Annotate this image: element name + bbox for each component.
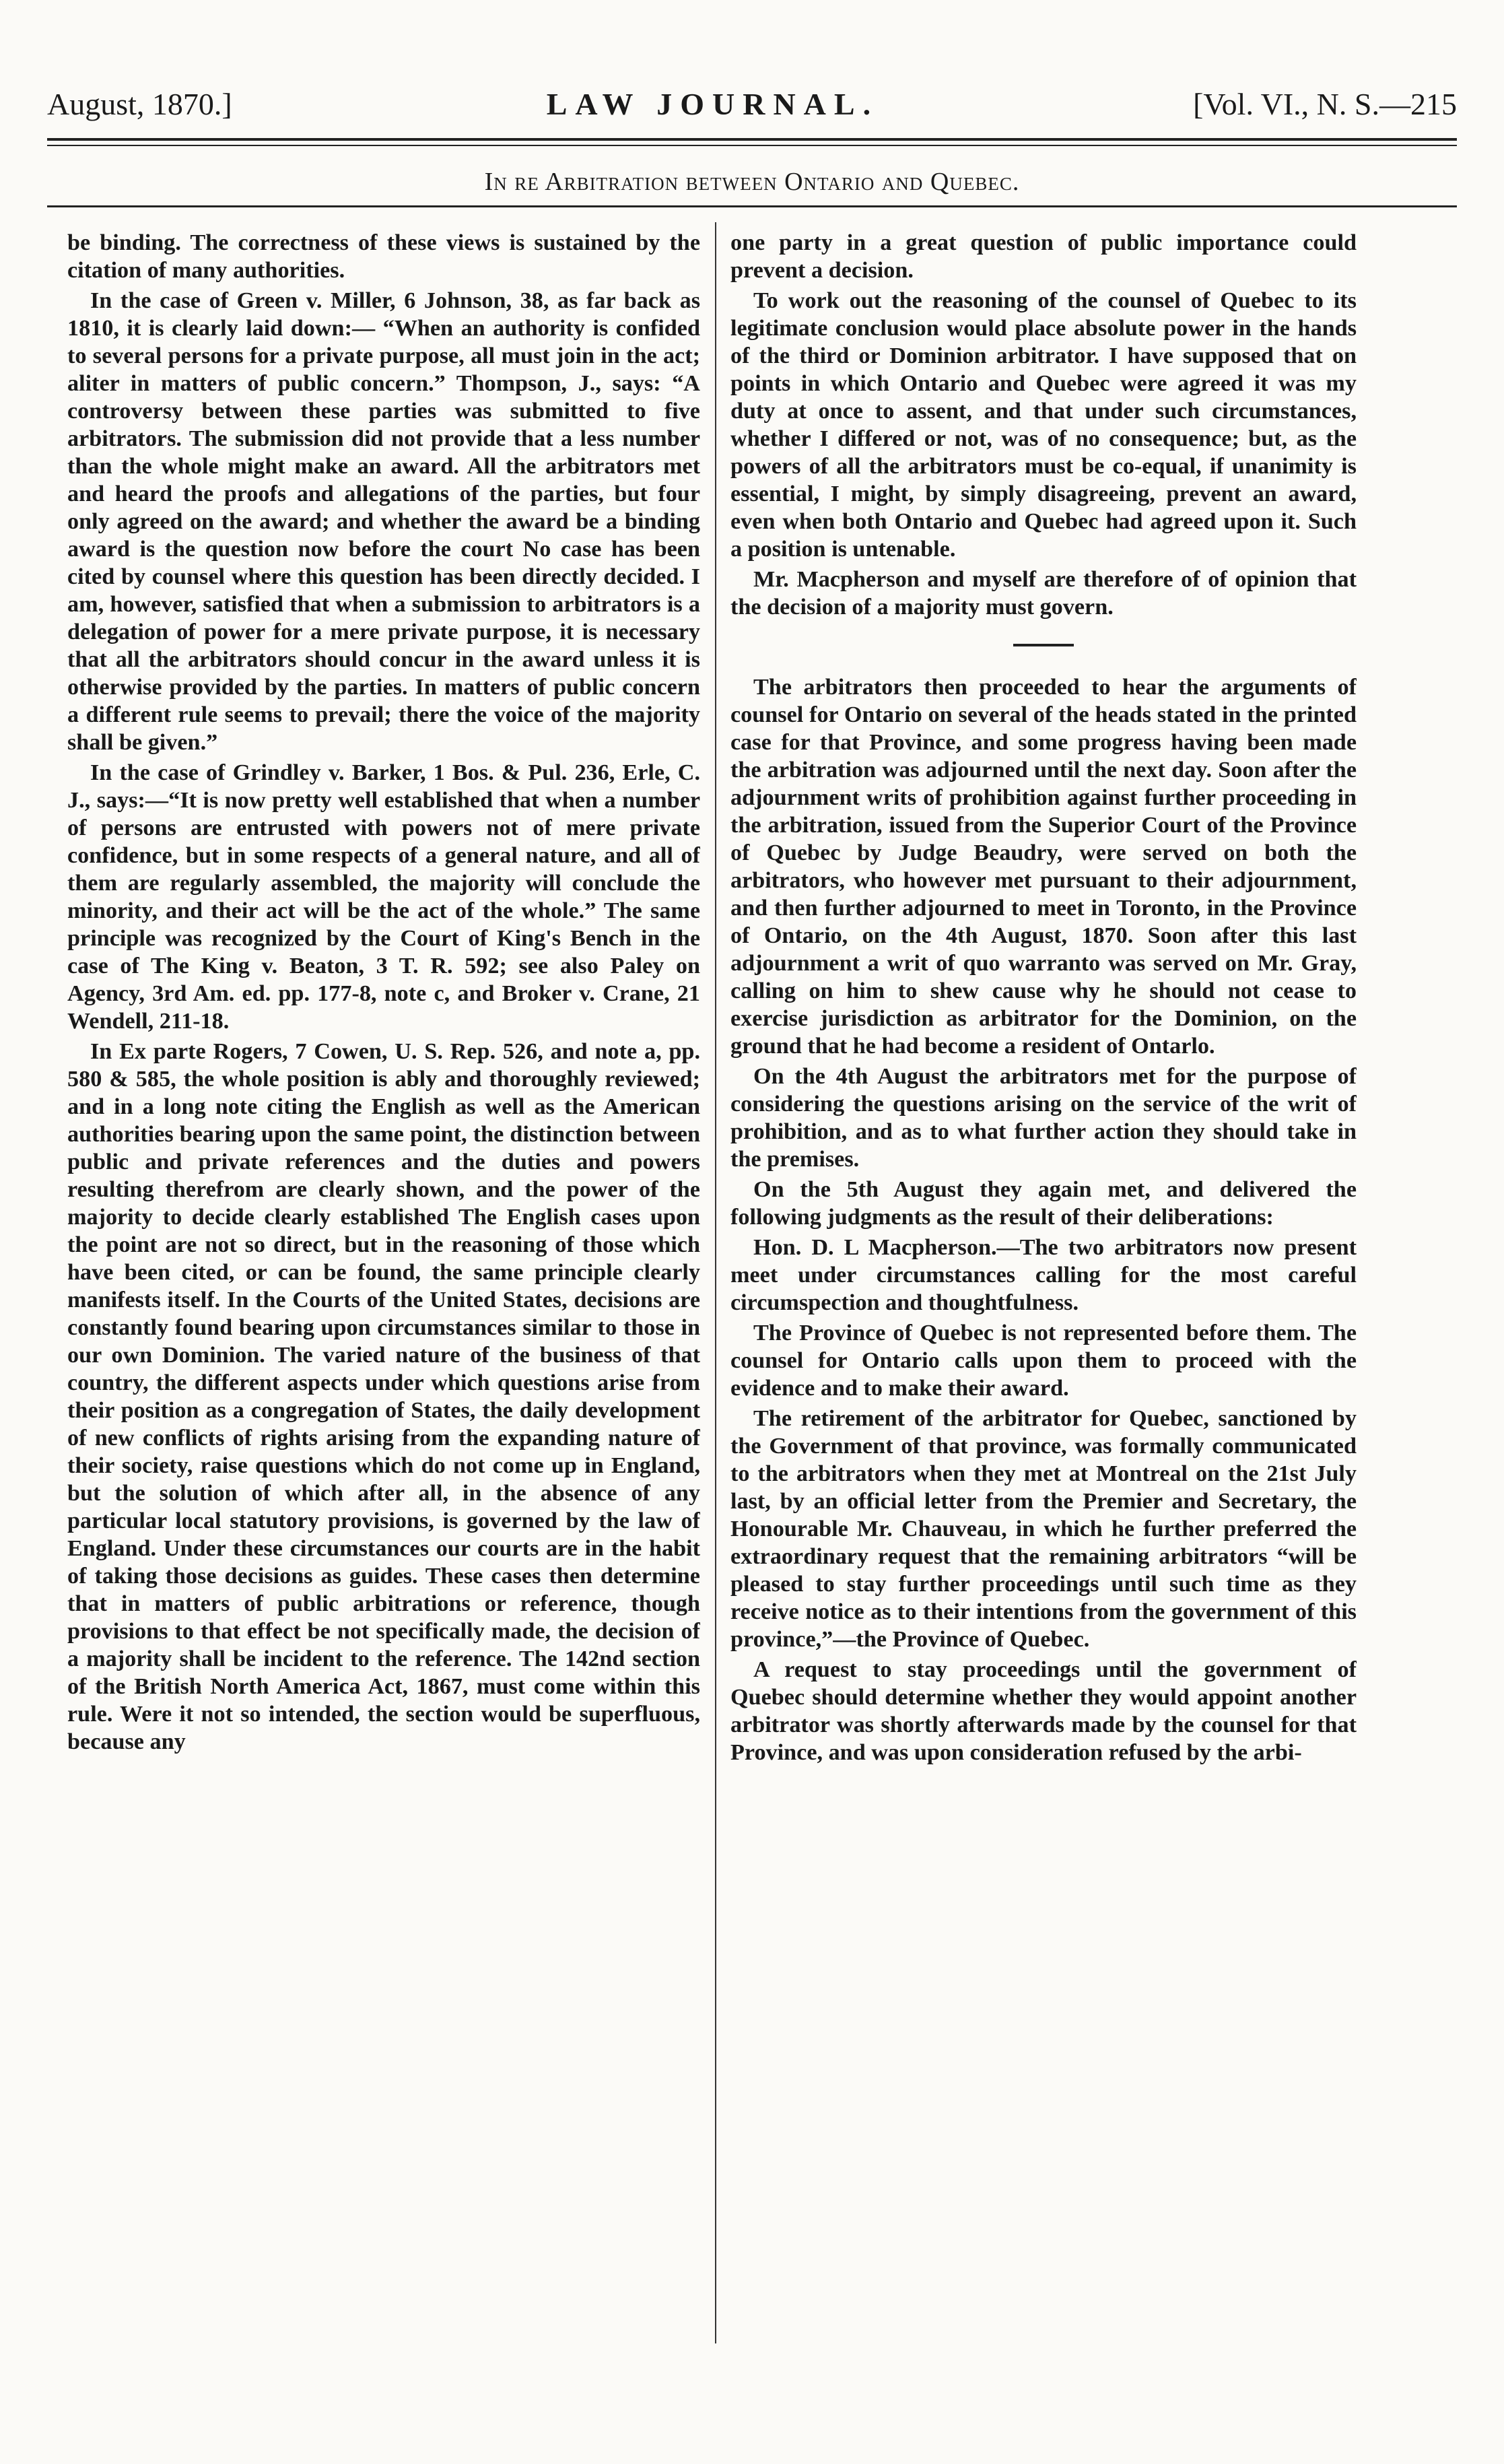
paragraph: In the case of Green v. Miller, 6 Johnson, 38, as far back as 1810, it is clearly laid down:— “When an authority is confided to several persons for a private purpose, all must join in the act; aliter in matters of public concern.” Thompson, J., says: “A controversy between these parties was submitted to five arbitrators. The submission did not provide that a less number than the whole might make an award. All the arbitrators met and heard the proofs and allegations of the parties, but four only agreed on the award; and whether the award be a binding award is the question now before the court No case has been cited by counsel where this question has been directly decided. I am, however, satisfied that when a submission to arbitrators is a delegation of power for a mere private purpose, it is necessary that all the arbitrators should concur in the award unless it is otherwise provided by the parties. In matters of public concern a different rule seems to prevail; there the voice of the majority shall be given.” bbox=[67, 288, 700, 755]
running-head bbox=[47, 86, 1457, 122]
left-column bbox=[67, 229, 700, 2343]
paragraph: On the 5th August they again met, and delivered the following judgments as the result of their deliberations: bbox=[730, 1177, 1357, 1230]
section-title: In re Arbitration between Ontario and Quebec. bbox=[484, 168, 1020, 196]
header-rule-thick bbox=[47, 138, 1457, 141]
section-separator bbox=[1013, 644, 1074, 646]
paragraph: The arbitrators then proceeded to hear the arguments of counsel for Ontario on several of the heads stated in the printed case for that Province, and some progress having been made the arbitration was adjourned until the next day. Soon after the adjournment writs of prohibition against further proceeding in the arbitration, issued from the Superior Court of the Province of Quebec by Judge Beaudry, were served on both the arbitrators, who however met pursuant to their adjournment, and then further adjourned to meet in Toronto, in the Province of Ontario, on the 4th August, 1870. Soon after this last adjournment a writ of quo warranto was served on Mr. Gray, calling on him to shew cause why he should not cease to exercise jurisdiction as arbitrator for the Dominion, on the ground that he had become a resident of Ontarlo. bbox=[730, 675, 1357, 1059]
header-date: August, 1870.] bbox=[47, 87, 232, 121]
paragraph: In the case of Grindley v. Barker, 1 Bos. & Pul. 236, Erle, C. J., says:—“It is now pretty well established that when a number of persons are entrusted with powers not of mere private confidence, but in some respects of a general nature, and all of them are regularly assembled, the majority will conclude the minority, and their act will be the act of the whole.” The same principle was recognized by the Court of King's Bench in the case of The King v. Beaton, 3 T. R. 592; see also Paley on Agency, 3rd Am. ed. pp. 177-8, note c, and Broker v. Crane, 21 Wendell, 211-18. bbox=[67, 760, 700, 1034]
paragraph: The Province of Quebec is not represented before them. The counsel for Ontario calls upon them to proceed with the evidence and to make their award. bbox=[730, 1321, 1357, 1401]
paragraph: To work out the reasoning of the counsel of Quebec to its legitimate conclusion would place absolute power in the hands of the third or Dominion arbitrator. I have supposed that on points in which Ontario and Quebec were agreed it was my duty at once to assent, and that under such circumstances, whether I differed or not, was of no consequence; but, as the powers of all the arbitrators must be co-equal, if unanimity is essential, I might, by simply disagreeing, prevent an award, even when both Ontario and Quebec had agreed upon it. Such a position is untenable. bbox=[730, 288, 1357, 562]
journal-title: LAW JOURNAL. bbox=[546, 87, 879, 121]
right-column bbox=[730, 229, 1357, 2343]
paragraph: Hon. D. L Macpherson.—The two arbitrators now present meet under circumstances calling for the most careful circumspection and thoughtfulness. bbox=[730, 1235, 1357, 1315]
paragraph: one party in a great question of public importance could prevent a decision. bbox=[730, 230, 1357, 283]
paragraph: In Ex parte Rogers, 7 Cowen, U. S. Rep. 526, and note a, pp. 580 & 585, the whole position is ably and thoroughly reviewed; and in a long note citing the English as well as the American authorities bearing upon the same point, the distinction between public and private references and the duties and powers resulting therefrom are clearly shown, and the power of the majority to decide clearly established The English cases upon the point are not so direct, but in the reasoning of those which have been cited, or can be found, the same principle clearly manifests itself. In the Courts of the United States, decisions are constantly found bearing upon circumstances similar to those in our own Dominion. The varied nature of the business of that country, the different aspects under which questions arise from their position as a congregation of States, the daily development of new conflicts of rights arising from the expanding nature of their society, raise questions which do not come up in England, but the solution of which after all, in the absence of any particular local statutory provisions, is governed by the law of England. Under these circumstances our courts are in the habit of taking those decisions as guides. These cases then determine that in matters of public arbitrations or reference, though provisions to that effect be not specifically made, the decision of a majority shall be incident to the reference. The 142nd section of the British North America Act, 1867, must come within this rule. Were it not so intended, the section would be superfluous, because any bbox=[67, 1039, 700, 1754]
paragraph: On the 4th August the arbitrators met for the purpose of considering the questions arising on the service of the writ of prohibition, and as to what further action they should take in the premises. bbox=[730, 1064, 1357, 1172]
header-rule-thin bbox=[47, 145, 1457, 146]
paragraph: Mr. Macpherson and myself are therefore of of opinion that the decision of a majority must govern. bbox=[730, 567, 1357, 620]
column-divider bbox=[715, 222, 716, 2343]
paragraph: be binding. The correctness of these views is sustained by the citation of many authorities. bbox=[67, 230, 700, 283]
title-rule bbox=[47, 205, 1457, 207]
header-volume-page: [Vol. VI., N. S.—215 bbox=[1193, 87, 1457, 121]
paragraph: The retirement of the arbitrator for Quebec, sanctioned by the Government of that province, was formally communicated to the arbitrators when they met at Montreal on the 21st July last, by an official letter from the Premier and Secretary, the Honourable Mr. Chauveau, in which he further preferred the extraordinary request that the remaining arbitrators “will be pleased to stay further proceedings until such time as they receive notice as to their intentions from the government of this province,”—the Province of Quebec. bbox=[730, 1406, 1357, 1652]
paragraph: A request to stay proceedings until the government of Quebec should determine whether they would appoint another arbitrator was shortly afterwards made by the counsel for that Province, and was upon consideration refused by the arbi- bbox=[730, 1657, 1357, 1765]
